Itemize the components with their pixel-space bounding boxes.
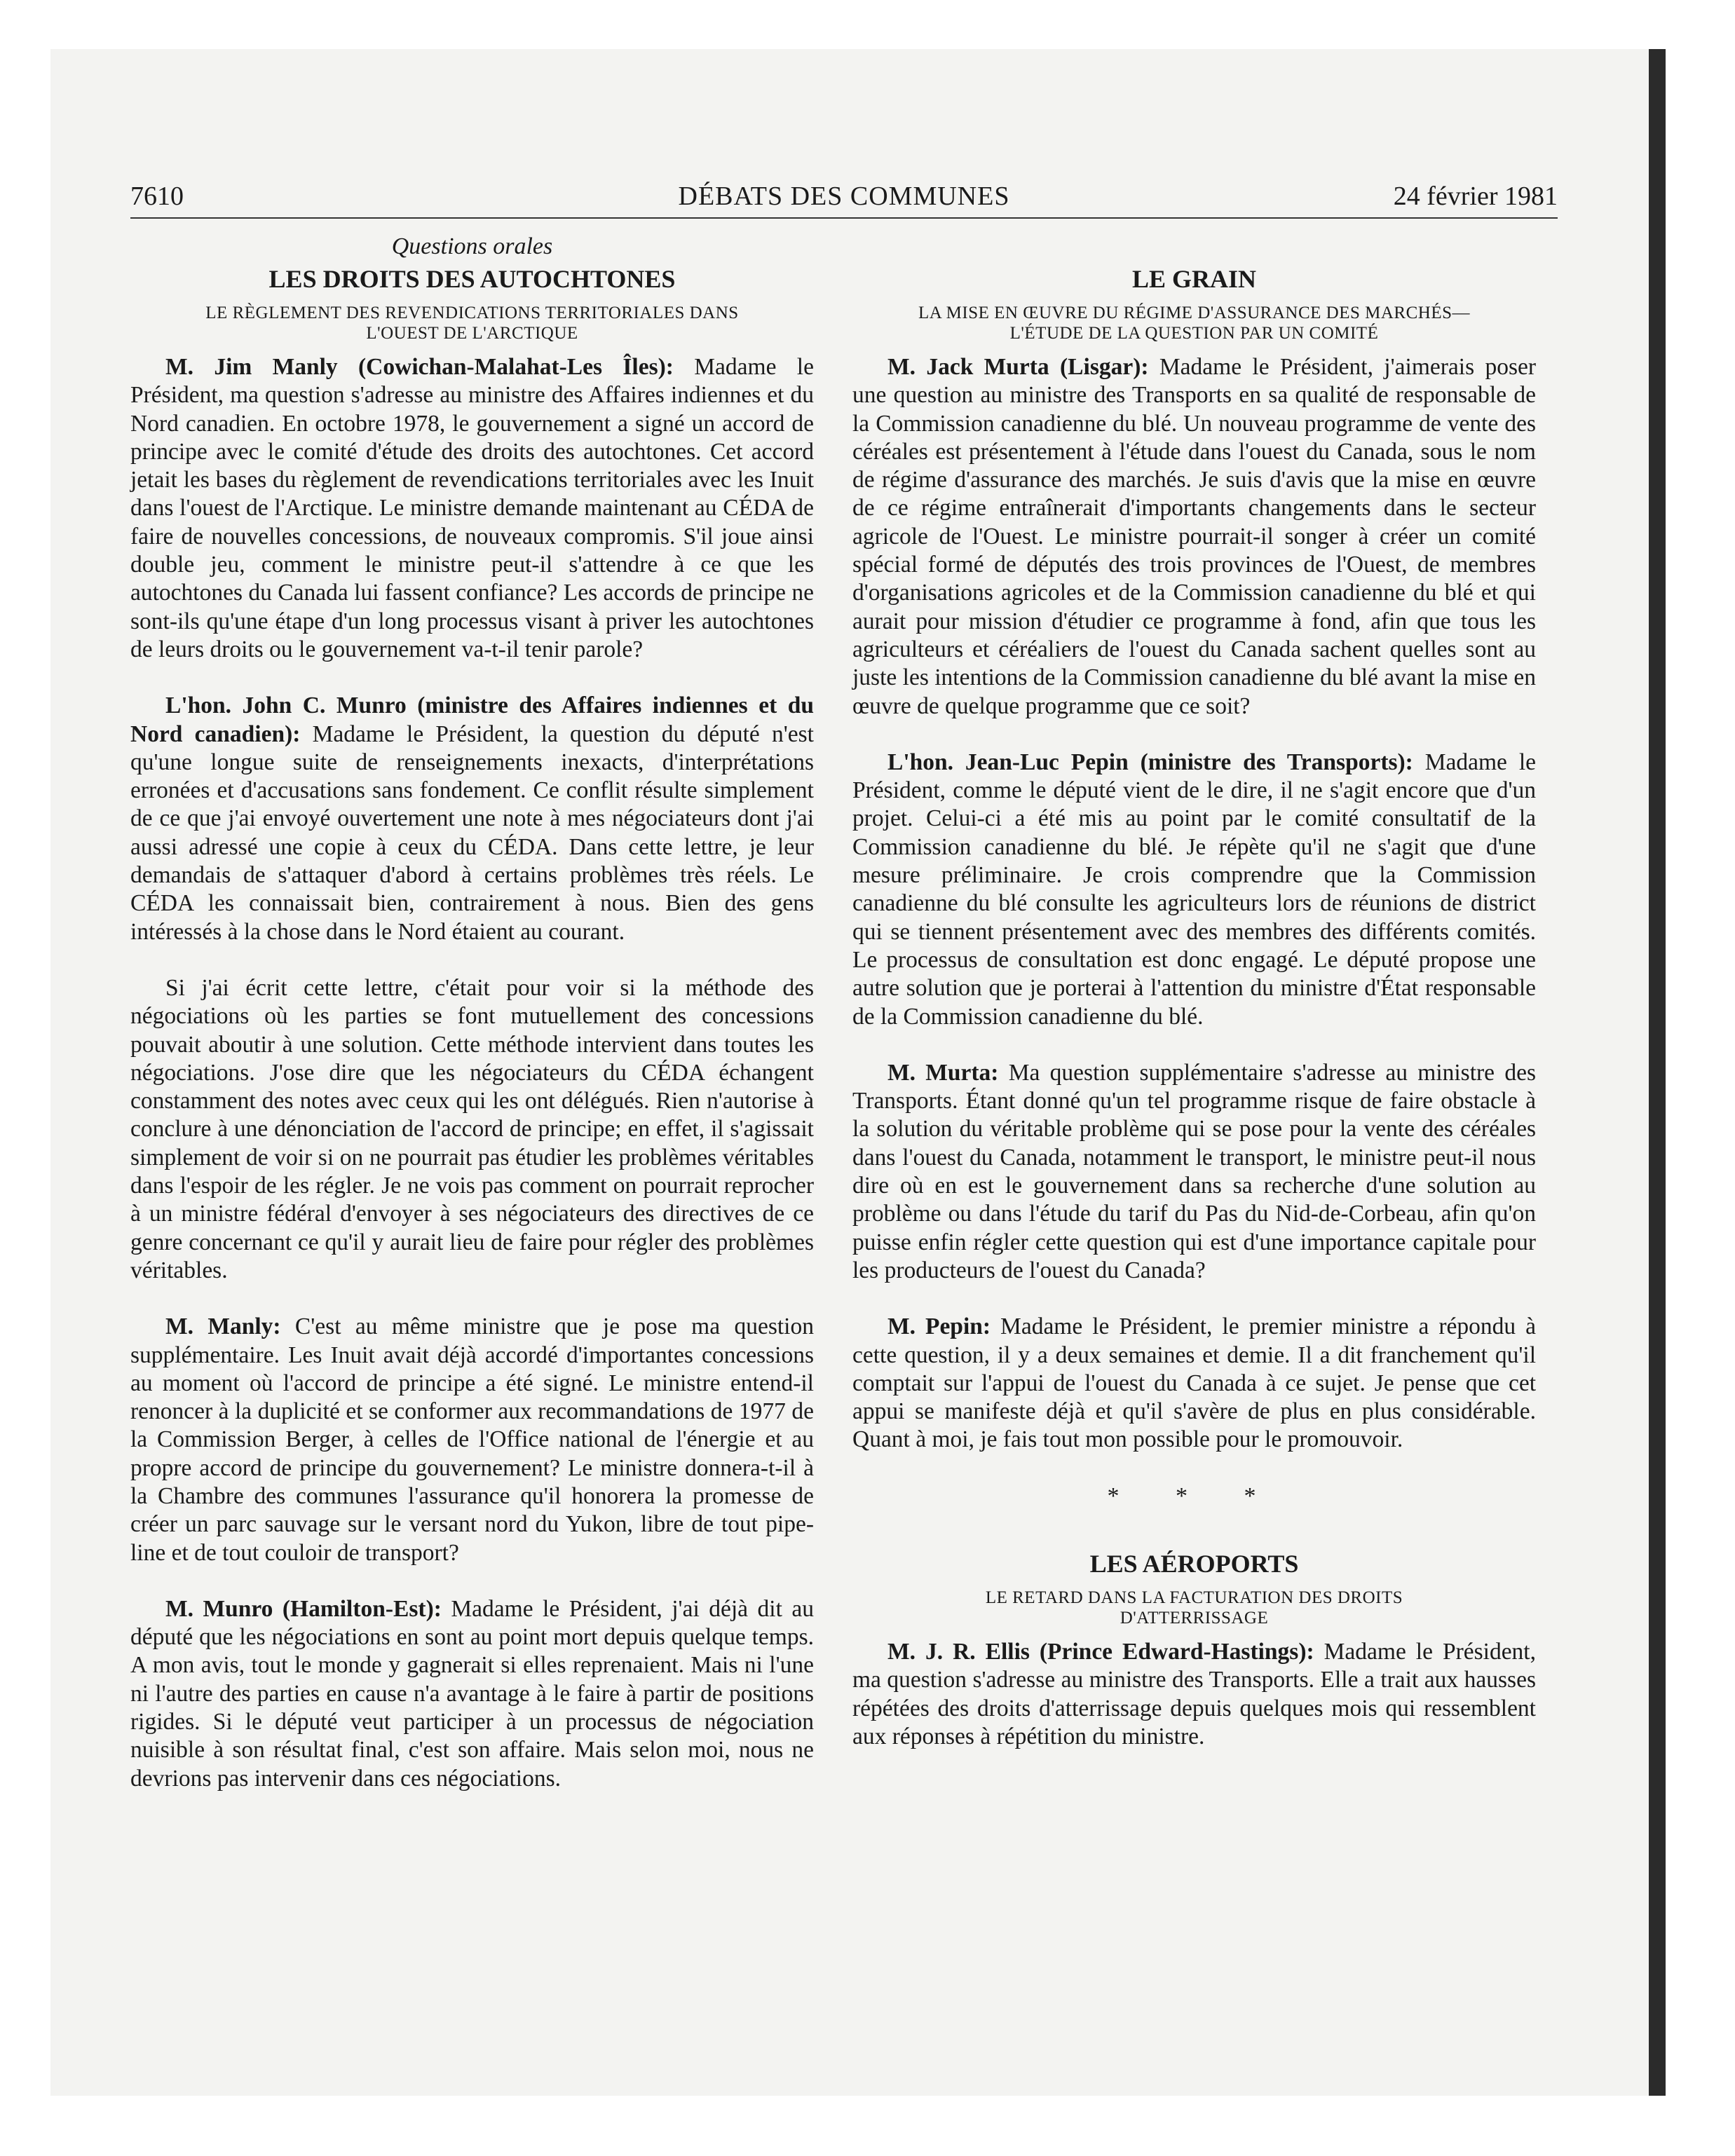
speech-paragraph xyxy=(852,1313,1536,1454)
speaker-name: L'hon. Jean-Luc Pepin (ministre des Transports): xyxy=(887,749,1413,775)
speech-text: Ma question supplémentaire s'adresse au ministre des Transports. Étant donné qu'un tel programme risque de faire obstacle à la solution du véritable problème qui se pose pour la vente des céréales dans l'ouest du Canada, notamment le transport, le ministre peut-il nous dire où en est le gouvernement dans sa recherche d'une solution au problème ou dans l'étude du tarif du Pas du Nid-de-Corbeau, afin qu'on puisse enfin régler cette question qui est d'une importance capitale pour les producteurs de l'ouest du Canada? xyxy=(852,1059,1536,1283)
speaker-name: M. J. R. Ellis (Prince Edward-Hastings): xyxy=(887,1638,1314,1665)
speaker-name: M. Manly: xyxy=(165,1314,281,1340)
speaker-name: M. Pepin: xyxy=(887,1314,991,1340)
speaker-name: M. Jim Manly (Cowichan-Malahat-Les Îles): xyxy=(165,354,674,380)
speech-paragraph xyxy=(852,1638,1536,1751)
section-separator: * * * xyxy=(1107,1482,1281,1509)
speaker-name: M. Murta: xyxy=(887,1059,999,1086)
speech-paragraph xyxy=(130,1313,814,1567)
speech-text: Madame le Président, le premier ministre a répondu à cette question, il y a deux semaines et demie. Il a dit franchement qu'il comptait sur l'appui de l'ouest du Canada à ce sujet. Je pense que cet appui se manifeste déjà et qu'il s'avère de plus en plus considérable. Quant à moi, je fais tout mon possible pour le promouvoir. xyxy=(852,1314,1536,1453)
section-subheading xyxy=(852,1588,1536,1628)
scan-edge-bar xyxy=(1649,49,1666,2096)
speech-paragraph xyxy=(852,1059,1536,1285)
speaker-name: M. Munro (Hamilton-Est): xyxy=(165,1595,442,1622)
speech-paragraph xyxy=(130,1595,814,1793)
page-number: 7610 xyxy=(130,182,184,211)
subheading-line: D'ATTERRISSAGE xyxy=(1120,1608,1269,1628)
speech-paragraph xyxy=(130,692,814,946)
speech-text: Si j'ai écrit cette lettre, c'était pour voir si la méthode des négociations où les parties se font mutuellement des concessions pouvait aboutir à une solution. Cette méthode intervient dans toutes les négociations. J'ose dire que les négociateurs du CÉDA échangent constamment des notes avec ceux qui les ont délégués. Rien n'autorise à conclure à une dénonciation de l'accord de principe; en effet, il s'agissait simplement de voir si on ne pourrait pas étudier les problèmes véritables dans l'espoir de les régler. Je ne vois pas comment on pourrait reprocher à un ministre fédéral d'envoyer à ses négociateurs des directives de ce genre concernant ce qu'il y aurait lieu de faire pour régler des problèmes véritables. xyxy=(130,974,814,1283)
subheading-line: L'OUEST DE L'ARCTIQUE xyxy=(366,324,578,343)
left-column xyxy=(130,233,814,1793)
speech-paragraph xyxy=(130,353,814,664)
subheading-line: LE RÈGLEMENT DES REVENDICATIONS TERRITORIALES DANS xyxy=(205,303,739,322)
section-heading: LE GRAIN xyxy=(1131,265,1257,293)
speech-paragraph xyxy=(130,974,814,1285)
publication-title: DÉBATS DES COMMUNES xyxy=(678,182,1010,211)
kicker-spacer xyxy=(852,233,1536,261)
speech-text: C'est au même ministre que je pose ma question supplémentaire. Les Inuit avait déjà accordé d'importantes concessions au moment où l'accord de principe a été signé. Le ministre entend-il renoncer à la duplicité et se conformer aux recommandations de 1977 de la Commission Berger, à celles de l'Office national de l'énergie et au propre accord de principe du gouvernement? Le ministre donnera-t-il à la Chambre des communes l'assurance qu'il honorera la promesse de créer un parc sauvage sur le versant nord du Yukon, libre de tout pipe-line et de tout couloir de transport? xyxy=(130,1314,814,1566)
section-subheading xyxy=(852,303,1536,343)
speaker-name: L'hon. John C. Munro (ministre des Affaires indiennes et du Nord canadien): xyxy=(130,692,814,747)
speech-paragraph xyxy=(852,353,1536,721)
speech-text: Madame le Président, j'ai déjà dit au député que les négociations en sont au point mort depuis quelque temps. A mon avis, tout le monde y gagnerait si elles reprenaient. Mais ni l'une ni l'autre des parties en cause n'a avantage à le faire à partir de positions rigides. Si le député veut participer à un processus de négociation nuisible à son résultat final, c'est son affaire. Mais selon moi, nous ne devrions pas intervenir dans ces négociations. xyxy=(130,1595,814,1792)
subheading-line: LA MISE EN ŒUVRE DU RÉGIME D'ASSURANCE DES MARCHÉS— xyxy=(918,303,1470,322)
speaker-name: M. Jack Murta (Lisgar): xyxy=(887,354,1149,380)
speech-paragraph xyxy=(852,749,1536,1031)
speech-text: Madame le Président, ma question s'adresse au ministre des Transports. Elle a trait aux hausses répétées des droits d'atterrissage depuis quelques mois qui ressemblent aux réponses à répétition du ministre. xyxy=(852,1638,1536,1749)
section-heading: LES AÉROPORTS xyxy=(1089,1549,1299,1578)
page-date: 24 février 1981 xyxy=(1393,182,1558,211)
subheading-line: L'ÉTUDE DE LA QUESTION PAR UN COMITÉ xyxy=(1009,324,1379,343)
speech-text: Madame le Président, comme le député vient de le dire, il ne s'agit encore que d'un projet. Celui-ci a été mis au point par le comité consultatif de la Commission canadienne du blé. Je répète qu'il ne s'agit que d'une mesure préliminaire. Je crois comprendre que la Commission canadienne du blé consulte les agriculteurs lors de réunions de district qui se tiennent présentement avec des membres des différents comités. Le processus de consultation est donc engagé. Le député propose une autre solution que je porterai à l'attention du ministre d'État responsable de la Commission canadienne du blé. xyxy=(852,749,1536,1030)
speech-text: Madame le Président, j'aimerais poser une question au ministre des Transports en sa qualité de responsable de la Commission canadienne du blé. Un nouveau programme de vente des céréales est présentement à l'étude dans l'ouest du Canada, sous le nom de régime d'assurance des marchés. Je suis d'avis que la mise en œuvre de ce régime entraînerait d'importants changements dans le secteur agricole de l'Ouest. Le ministre pourrait-il songer à créer un comité spécial formé de députés des trois provinces de l'Ouest, de membres d'organisations agricoles et de la Commission canadienne du blé et qui aurait pour mission d'étudier ce programme à fond, afin que tous les agriculteurs et céréaliers de l'ouest du Canada sachent quelles sont au juste les intentions de la Commission canadienne du blé avant la mise en œuvre de quelque programme que ce soit? xyxy=(852,354,1537,719)
section-kicker: Questions orales xyxy=(391,233,553,259)
right-column xyxy=(852,233,1536,1751)
speech-text: Madame le Président, la question du député n'est qu'une longue suite de renseignements inexacts, d'interprétations erronées et d'accusations sans fondement. Ce conflit résulte simplement de ce que j'ai envoyé ouvertement une note à mes négociateurs dont j'ai aussi adressé une copie à ceux du CÉDA. Dans cette lettre, je leur demandais de s'attaquer d'abord à certains problèmes très réels. Le CÉDA les connaissait bien, contrairement à nous. Bien des gens intéressés à la chose dans le Nord étaient au courant. xyxy=(130,721,814,945)
subheading-line: LE RETARD DANS LA FACTURATION DES DROITS xyxy=(985,1588,1403,1607)
section-subheading xyxy=(130,303,814,343)
page-header xyxy=(130,181,1558,219)
section-heading: LES DROITS DES AUTOCHTONES xyxy=(268,265,676,293)
speech-text: Madame le Président, ma question s'adresse au ministre des Affaires indiennes et du Nord canadien. En octobre 1978, le gouvernement a signé un accord de principe avec le comité d'étude des droits des autochtones. Cet accord jetait les bases du règlement de revendications territoriales avec les Inuit dans l'ouest de l'Arctique. Le ministre demande maintenant au CÉDA de faire de nouvelles concessions, de nouveaux compromis. S'il joue ainsi double jeu, comment le ministre peut-il s'attendre à ce que les autochtones du Canada lui fassent confiance? Les accords de principe ne sont-ils qu'une étape d'un long processus visant à priver les autochtones de leurs droits ou le gouvernement va-t-il tenir parole? xyxy=(130,354,814,662)
